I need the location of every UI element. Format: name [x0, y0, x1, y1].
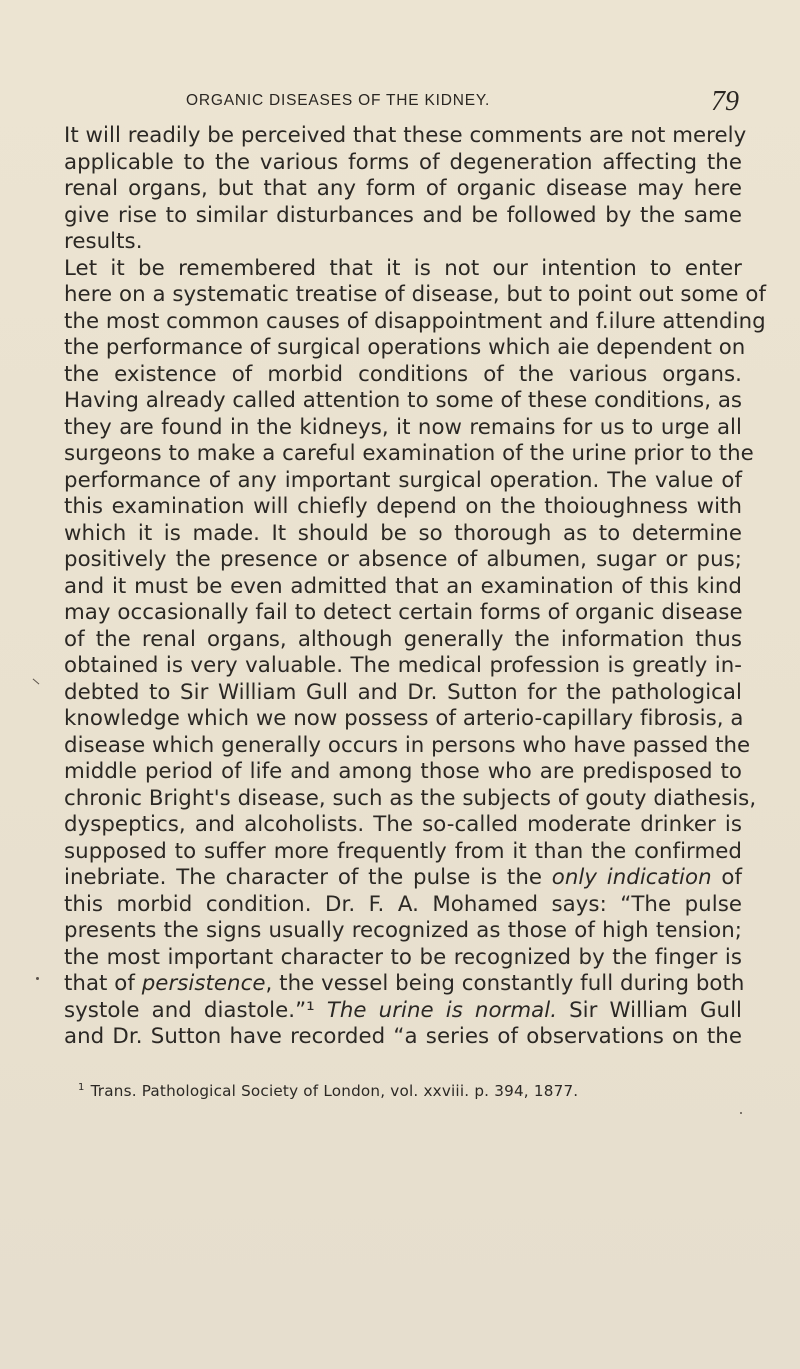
text-line: the existence of morbid conditions of the various organs. — [64, 361, 742, 387]
text-line: It will readily be perceived that these comments are not merely — [64, 123, 747, 148]
text-line: that of persistence, the vessel being constantly full during both — [64, 971, 745, 996]
page-number: 79 — [711, 86, 739, 117]
text-line: disease which generally occurs in persons who have passed the — [64, 732, 751, 758]
print-blemish — [740, 1112, 742, 1114]
text-line: of the renal organs, although generally the information thus — [64, 626, 742, 652]
running-head — [186, 86, 746, 126]
footnote-text: Trans. Pathological Society of London, vol. xxviii. p. 394, 1877. — [90, 1082, 579, 1100]
text-line: presents the signs usually recognized as those of high tension; — [64, 918, 742, 943]
text-line: knowledge which we now possess of arterio-capillary fibrosis, a — [64, 706, 744, 731]
text-line: applicable to the various forms of degeneration affecting the — [64, 149, 742, 175]
text-line: this morbid condition. Dr. F. A. Mohamed says: “The pulse — [64, 891, 742, 917]
text-line: dyspeptics, and alcoholists. The so-called moderate drinker is — [64, 812, 742, 837]
text-line: Having already called attention to some of these conditions, as — [64, 388, 743, 413]
text-line: supposed to suffer more frequently from it than the confirmed — [64, 838, 742, 864]
text-line: the most common causes of disappointment and f.ilure attending — [64, 308, 766, 334]
text-line: Let it be remembered that it is not our intention to enter — [64, 255, 742, 281]
text-line: the most important character to be recognized by the finger is — [64, 944, 742, 970]
text-line: they are found in the kidneys, it now remains for us to urge all — [64, 414, 742, 440]
text-line: middle period of life and among those who are predisposed to — [64, 759, 742, 784]
text-line: positively the presence or absence of albumen, sugar or pus; — [64, 547, 742, 572]
footnote-marker: 1 — [78, 1082, 85, 1093]
text-line: systole and diastole.”¹ The urine is normal. Sir William Gull — [64, 997, 742, 1023]
text-line: which it is made. It should be so thorough as to determine — [64, 520, 742, 546]
text-line: this examination will chiefly depend on the thoioughness with — [64, 494, 742, 519]
print-blemish — [33, 679, 40, 685]
text-line: and it must be even admitted that an examination of this kind — [64, 573, 742, 599]
text-line: inebriate. The character of the pulse is the only indication of — [64, 865, 742, 890]
text-line: performance of any important surgical operation. The value of — [64, 467, 742, 493]
text-line: and Dr. Sutton have recorded “a series of observations on the — [64, 1024, 742, 1049]
body-text — [64, 123, 766, 1051]
text-line: chronic Bright's disease, such as the subjects of gouty diathesis, — [64, 785, 757, 811]
footnote — [78, 1082, 742, 1100]
text-line: debted to Sir William Gull and Dr. Sutton for the pathological — [64, 679, 742, 705]
running-title: ORGANIC DISEASES OF THE KIDNEY. — [186, 92, 491, 109]
text-line: may occasionally fail to detect certain forms of organic disease — [64, 600, 743, 625]
text-line: here on a systematic treatise of disease, but to point out some of — [64, 282, 766, 307]
text-line: surgeons to make a careful examination of the urine prior to the — [64, 441, 754, 466]
print-blemish — [36, 977, 39, 980]
text-line: results. — [64, 229, 143, 254]
text-line: give rise to similar disturbances and be followed by the same — [64, 202, 742, 228]
text-line: renal organs, but that any form of organic disease may here — [64, 176, 742, 201]
text-line: the performance of surgical operations which aie dependent on — [64, 335, 746, 360]
text-line: obtained is very valuable. The medical profession is greatly in- — [64, 653, 742, 678]
